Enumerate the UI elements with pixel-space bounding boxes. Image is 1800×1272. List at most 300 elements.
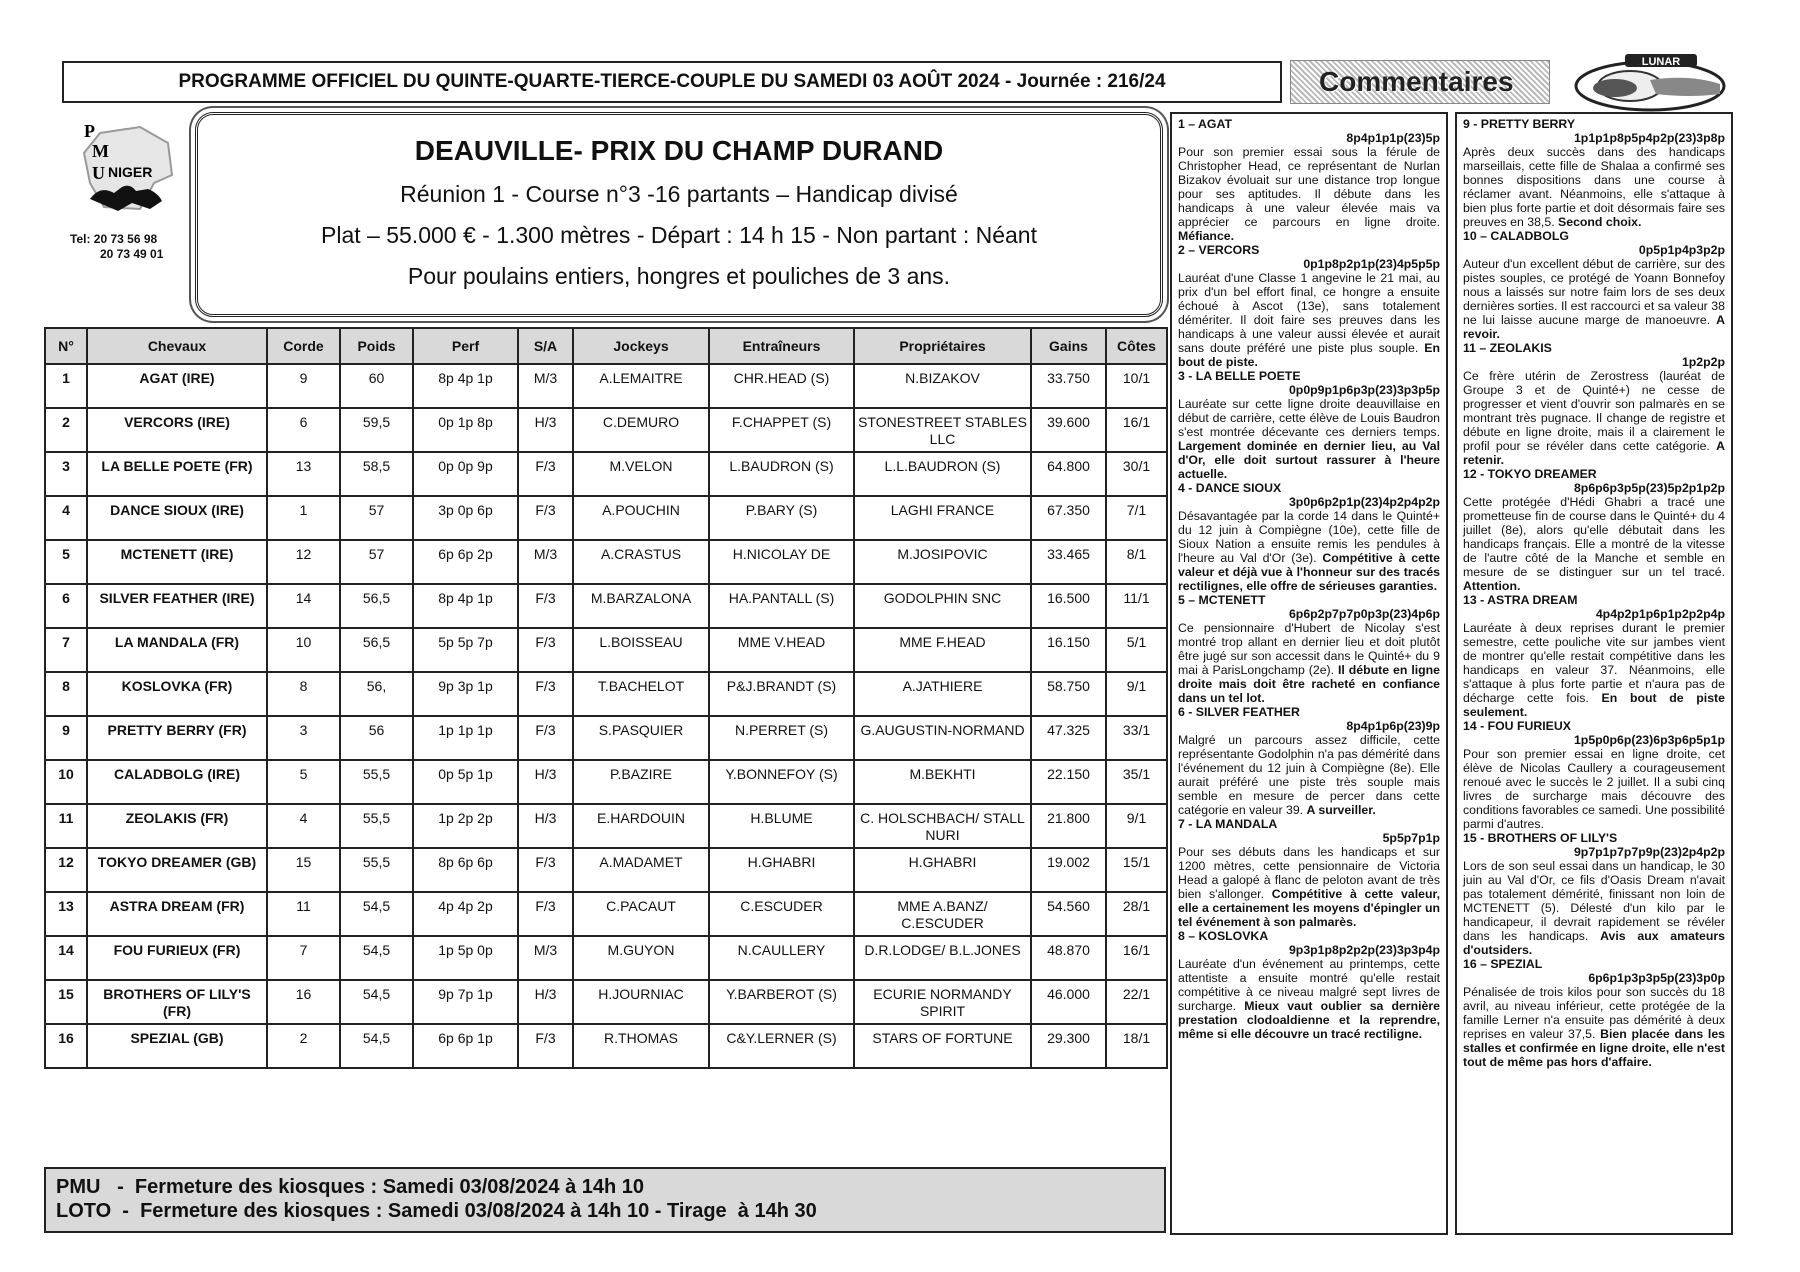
comment-form-string: 1p2p2p: [1681, 355, 1725, 369]
jockey-cell: E.HARDOUIN: [573, 804, 709, 848]
draw-cell: 10: [267, 628, 340, 672]
trainer-cell: H.BLUME: [709, 804, 854, 848]
comment-verdict: Largement dominée en dernier lieu, au Val d'Or, elle doit surtout rassurer à l'heure actuelle.: [1178, 439, 1440, 481]
comment-body: Pour son premier essai en ligne droite, cet élève de Nicolas Caullery a courageusement renoué avec le succès le 2 juillet. Il a subi cinq livres de surcharge mais découvre des conditions favorables ce samedi. Une possibilité parmi d'autres.: [1463, 747, 1725, 831]
comment-body: Auteur d'un excellent début de carrière, sur des pistes souples, ce protégé de Yoann Bonnefoy nous a laissés sur notre faim lors de ses deux dernières sorties. Il est raccourci et sa valeur 38 ne lui laisse aucune marge de manoeuvre.: [1463, 257, 1725, 327]
odds-cell: 9/1: [1106, 672, 1167, 716]
earnings-cell: 33.750: [1031, 364, 1106, 408]
horse-name-cell: SPEZIAL (GB): [87, 1024, 267, 1068]
owner-cell: M.JOSIPOVIC: [854, 540, 1031, 584]
horse-name-cell: SILVER FEATHER (IRE): [87, 584, 267, 628]
runner-number-cell: 8: [45, 672, 87, 716]
pmu-letter-p: P: [84, 121, 95, 141]
runner-number-cell: 2: [45, 408, 87, 452]
odds-cell: 9/1: [1106, 804, 1167, 848]
column-header: Côtes: [1106, 328, 1167, 364]
comment-heading: 2 – VERCORS: [1178, 243, 1260, 257]
comment-heading: 12 - TOKYO DREAMER: [1463, 467, 1597, 481]
comment-verdict: En bout de piste.: [1178, 341, 1440, 369]
earnings-cell: 47.325: [1031, 716, 1106, 760]
form-cell: 4p 4p 2p: [413, 892, 518, 936]
odds-cell: 16/1: [1106, 936, 1167, 980]
sex-age-cell: F/3: [518, 1024, 573, 1068]
draw-cell: 1: [267, 496, 340, 540]
comment-verdict: Méfiance.: [1178, 229, 1235, 243]
comment-text: [1178, 145, 1440, 243]
draw-cell: 3: [267, 716, 340, 760]
earnings-cell: 16.500: [1031, 584, 1106, 628]
comment-body: Lauréate sur cette ligne droite deauvillaise en début de carrière, cette élève de Louis Baudron s'est montrée décevante ces derniers temps.: [1178, 397, 1440, 439]
trainer-cell: MME V.HEAD: [709, 628, 854, 672]
odds-cell: 33/1: [1106, 716, 1167, 760]
table-row: [45, 496, 1167, 540]
form-cell: 3p 0p 6p: [413, 496, 518, 540]
jockey-cell: M.VELON: [573, 452, 709, 496]
horse-name-cell: BROTHERS OF LILY'S (FR): [87, 980, 267, 1024]
jockey-cell: C.DEMURO: [573, 408, 709, 452]
sex-age-cell: F/3: [518, 672, 573, 716]
comment-text: [1178, 509, 1440, 593]
horse-name-cell: ZEOLAKIS (FR): [87, 804, 267, 848]
table-row: [45, 936, 1167, 980]
runner-number-cell: 3: [45, 452, 87, 496]
draw-cell: 6: [267, 408, 340, 452]
form-cell: 6p 6p 1p: [413, 1024, 518, 1068]
owner-cell: LAGHI FRANCE: [854, 496, 1031, 540]
form-cell: 1p 5p 0p: [413, 936, 518, 980]
jockey-cell: C.PACAUT: [573, 892, 709, 936]
runner-number-cell: 7: [45, 628, 87, 672]
sex-age-cell: F/3: [518, 892, 573, 936]
trainer-cell: HA.PANTALL (S): [709, 584, 854, 628]
owner-cell: ECURIE NORMANDY SPIRIT: [854, 980, 1031, 1024]
horse-name-cell: PRETTY BERRY (FR): [87, 716, 267, 760]
sex-age-cell: F/3: [518, 584, 573, 628]
draw-cell: 8: [267, 672, 340, 716]
comment-body: Pour ses débuts dans les handicaps et sur 1200 mètres, cette pensionnaire de Victoria Head a galopé à flanc de peloton avant de très bien s'allonger.: [1178, 845, 1440, 901]
owner-cell: C. HOLSCHBACH/ STALL NURI: [854, 804, 1031, 848]
trainer-cell: N.PERRET (S): [709, 716, 854, 760]
draw-cell: 12: [267, 540, 340, 584]
horse-name-cell: VERCORS (IRE): [87, 408, 267, 452]
jockey-cell: H.JOURNIAC: [573, 980, 709, 1024]
runner-number-cell: 11: [45, 804, 87, 848]
draw-cell: 5: [267, 760, 340, 804]
comment-body: Lauréate d'un événement au printemps, cette attentiste a ensuite montré qu'elle restait compétitive à ce niveau malgré sept livres de surcharge.: [1178, 957, 1440, 1013]
table-row: [45, 584, 1167, 628]
comment-heading: 14 - FOU FURIEUX: [1463, 719, 1571, 733]
loto-closing-line: LOTO - Fermeture des kiosques : Samedi 03/08/2024 à 14h 10 - Tirage à 14h 30: [56, 1200, 817, 1222]
weight-cell: 55,5: [340, 848, 413, 892]
table-row: [45, 760, 1167, 804]
race-conditions-line: Pour poulains entiers, hongres et pouliches de 3 ans.: [407, 263, 951, 289]
draw-cell: 7: [267, 936, 340, 980]
comment-form-string: 3p0p6p2p1p(23)4p2p4p2p: [1288, 495, 1440, 509]
comment-text: [1463, 369, 1725, 467]
comment-text: [1463, 621, 1725, 719]
draw-cell: 16: [267, 980, 340, 1024]
earnings-cell: 19.002: [1031, 848, 1106, 892]
owner-cell: STONESTREET STABLES LLC: [854, 408, 1031, 452]
runner-number-cell: 10: [45, 760, 87, 804]
sex-age-cell: M/3: [518, 364, 573, 408]
sex-age-cell: H/3: [518, 408, 573, 452]
comment-form-string: 8p4p1p1p(23)5p: [1346, 131, 1440, 145]
form-cell: 9p 7p 1p: [413, 980, 518, 1024]
sex-age-cell: H/3: [518, 760, 573, 804]
form-cell: 0p 0p 9p: [413, 452, 518, 496]
horse-name-cell: AGAT (IRE): [87, 364, 267, 408]
runners-table: [44, 327, 1168, 1069]
draw-cell: 15: [267, 848, 340, 892]
commentary-column-1: [1170, 112, 1448, 1235]
sex-age-cell: F/3: [518, 848, 573, 892]
runner-number-cell: 1: [45, 364, 87, 408]
comment-heading: 3 - LA BELLE POETE: [1178, 369, 1301, 383]
comment-verdict: A retenir.: [1463, 439, 1725, 467]
column-header: Jockeys: [573, 328, 709, 364]
table-row: [45, 980, 1167, 1024]
comment-verdict: Second choix.: [1558, 215, 1642, 229]
owner-cell: L.L.BAUDRON (S): [854, 452, 1031, 496]
trainer-cell: H.NICOLAY DE: [709, 540, 854, 584]
comment-body: Ce pensionnaire d'Hubert de Nicolay s'est montré trop allant en dernier lieu et doit plutôt être jugé sur son accessit dans le Quinté+ du 9 mai à ParisLongchamp (2e).: [1178, 621, 1440, 677]
earnings-cell: 29.300: [1031, 1024, 1106, 1068]
jockey-cell: A.CRASTUS: [573, 540, 709, 584]
jockey-cell: M.GUYON: [573, 936, 709, 980]
trainer-cell: CHR.HEAD (S): [709, 364, 854, 408]
trainer-cell: Y.BONNEFOY (S): [709, 760, 854, 804]
runner-number-cell: 12: [45, 848, 87, 892]
table-row: [45, 1024, 1167, 1068]
weight-cell: 57: [340, 496, 413, 540]
comment-text: [1178, 733, 1440, 817]
comment-text: [1463, 495, 1725, 593]
earnings-cell: 48.870: [1031, 936, 1106, 980]
odds-cell: 16/1: [1106, 408, 1167, 452]
comment-form-string: 0p0p9p1p6p3p(23)3p3p5p: [1288, 383, 1440, 397]
comment-form-string: 1p1p1p8p5p4p2p(23)3p8p: [1573, 131, 1725, 145]
comment-verdict: Attention.: [1463, 579, 1521, 593]
odds-cell: 10/1: [1106, 364, 1167, 408]
weight-cell: 56: [340, 716, 413, 760]
runner-number-cell: 9: [45, 716, 87, 760]
comment-body: Lauréat d'une Classe 1 angevine le 21 mai, au prix d'un bel effort final, ce hongre a ensuite échoué à Ascot (13e), sans totalement démériter. Il doit faire ses preuves dans les handicaps à une valeur aussi élevée et aurait sans doute préféré une piste plus souple.: [1178, 271, 1440, 355]
comment-heading: 9 - PRETTY BERRY: [1463, 117, 1576, 131]
comment-form-string: 8p6p6p3p5p(23)5p2p1p2p: [1573, 481, 1725, 495]
weight-cell: 54,5: [340, 892, 413, 936]
odds-cell: 5/1: [1106, 628, 1167, 672]
owner-cell: M.BEKHTI: [854, 760, 1031, 804]
phone-line-1: Tel: 20 73 56 98: [70, 232, 158, 246]
comment-text: [1178, 271, 1440, 369]
comment-form-string: 0p1p8p2p1p(23)4p5p5p: [1303, 257, 1440, 271]
owner-cell: GODOLPHIN SNC: [854, 584, 1031, 628]
draw-cell: 2: [267, 1024, 340, 1068]
jockey-cell: A.LEMAITRE: [573, 364, 709, 408]
weight-cell: 54,5: [340, 1024, 413, 1068]
owner-cell: MME A.BANZ/ C.ESCUDER: [854, 892, 1031, 936]
runner-number-cell: 14: [45, 936, 87, 980]
runner-number-cell: 13: [45, 892, 87, 936]
runner-number-cell: 15: [45, 980, 87, 1024]
lunar-logo-text: LUNAR: [1641, 56, 1681, 68]
earnings-cell: 21.800: [1031, 804, 1106, 848]
phone-line-2: 20 73 49 01: [100, 247, 164, 261]
odds-cell: 11/1: [1106, 584, 1167, 628]
owner-cell: H.GHABRI: [854, 848, 1031, 892]
comment-verdict: A surveiller.: [1306, 803, 1376, 817]
weight-cell: 56,5: [340, 584, 413, 628]
jockey-cell: L.BOISSEAU: [573, 628, 709, 672]
pmu-niger-logo: [70, 113, 180, 261]
odds-cell: 15/1: [1106, 848, 1167, 892]
horse-name-cell: LA MANDALA (FR): [87, 628, 267, 672]
horse-name-cell: FOU FURIEUX (FR): [87, 936, 267, 980]
weight-cell: 54,5: [340, 980, 413, 1024]
horse-name-cell: MCTENETT (IRE): [87, 540, 267, 584]
form-cell: 9p 3p 1p: [413, 672, 518, 716]
odds-cell: 18/1: [1106, 1024, 1167, 1068]
comment-form-string: 6p6p1p3p3p5p(23)3p0p: [1588, 971, 1725, 985]
runner-number-cell: 16: [45, 1024, 87, 1068]
commentaires-banner: [1290, 60, 1550, 104]
sex-age-cell: F/3: [518, 628, 573, 672]
comment-verdict: Bien placée dans les stalles et confirmée en ligne droite, elle n'est tout de même pas hors d'affaire.: [1463, 1027, 1725, 1069]
comment-verdict: Compétitive à cette valeur, elle a certainement les moyens d'épingler un tel événement à son palmarès.: [1178, 887, 1441, 929]
jockey-cell: A.POUCHIN: [573, 496, 709, 540]
comment-heading: 4 - DANCE SIOUX: [1178, 481, 1282, 495]
earnings-cell: 54.560: [1031, 892, 1106, 936]
sex-age-cell: M/3: [518, 540, 573, 584]
earnings-cell: 33.465: [1031, 540, 1106, 584]
draw-cell: 4: [267, 804, 340, 848]
table-row: [45, 892, 1167, 936]
runner-number-cell: 6: [45, 584, 87, 628]
commentaires-label: Commentaires: [1319, 66, 1514, 97]
weight-cell: 59,5: [340, 408, 413, 452]
pmu-closing-line: PMU - Fermeture des kiosques : Samedi 03/08/2024 à 14h 10: [56, 1176, 645, 1198]
form-cell: 0p 1p 8p: [413, 408, 518, 452]
pmu-letter-u: U: [92, 163, 105, 183]
earnings-cell: 22.150: [1031, 760, 1106, 804]
race-title: DEAUVILLE- PRIX DU CHAMP DURAND: [414, 135, 944, 166]
trainer-cell: L.BAUDRON (S): [709, 452, 854, 496]
comment-text: [1178, 845, 1440, 929]
owner-cell: N.BIZAKOV: [854, 364, 1031, 408]
odds-cell: 30/1: [1106, 452, 1167, 496]
jockey-cell: A.MADAMET: [573, 848, 709, 892]
earnings-cell: 64.800: [1031, 452, 1106, 496]
comment-body: Lors de son seul essai dans un handicap, le 30 juin au Val d'Or, ce fils d'Oasis Dream n'avait pas totalement démérité, finissant non loin de MCTENETT (5). Délesté d'un kilo par le handicapeur, il devrait rapidement se révéler dans les handicaps.: [1463, 859, 1725, 943]
column-header: N°: [45, 328, 87, 364]
table-row: [45, 540, 1167, 584]
column-header: Chevaux: [87, 328, 267, 364]
jockey-cell: P.BAZIRE: [573, 760, 709, 804]
form-cell: 1p 1p 1p: [413, 716, 518, 760]
table-row: [45, 804, 1167, 848]
odds-cell: 7/1: [1106, 496, 1167, 540]
jockey-cell: R.THOMAS: [573, 1024, 709, 1068]
earnings-cell: 39.600: [1031, 408, 1106, 452]
table-row: [45, 628, 1167, 672]
jockey-cell: S.PASQUIER: [573, 716, 709, 760]
weight-cell: 57: [340, 540, 413, 584]
comment-text: [1463, 145, 1725, 229]
comment-verdict: A revoir.: [1463, 313, 1725, 341]
owner-cell: MME F.HEAD: [854, 628, 1031, 672]
race-prize-line: Plat – 55.000 € - 1.300 mètres - Départ : 14 h 15 - Non partant : Néant: [321, 222, 1037, 248]
form-cell: 8p 4p 1p: [413, 364, 518, 408]
table-row: [45, 716, 1167, 760]
comment-verdict: Avis aux amateurs d'outsiders.: [1463, 929, 1725, 957]
trainer-cell: C&Y.LERNER (S): [709, 1024, 854, 1068]
draw-cell: 11: [267, 892, 340, 936]
form-cell: 0p 5p 1p: [413, 760, 518, 804]
comment-text: [1463, 985, 1725, 1069]
jockey-cell: T.BACHELOT: [573, 672, 709, 716]
comment-form-string: 1p5p0p6p(23)6p3p6p5p1p: [1573, 733, 1725, 747]
owner-cell: STARS OF FORTUNE: [854, 1024, 1031, 1068]
comment-heading: 10 – CALADBOLG: [1463, 229, 1569, 243]
table-row: [45, 408, 1167, 452]
draw-cell: 9: [267, 364, 340, 408]
comment-form-string: 9p3p1p8p2p2p(23)3p3p4p: [1288, 943, 1440, 957]
pmu-niger-emblem: [70, 113, 180, 223]
form-cell: 1p 2p 2p: [413, 804, 518, 848]
column-header: Entraîneurs: [709, 328, 854, 364]
program-title: PROGRAMME OFFICIEL DU QUINTE-QUARTE-TIERCE-COUPLE DU SAMEDI 03 AOÛT 2024 - Journée : 216/24: [178, 71, 1166, 92]
kiosk-closing-footer: [44, 1167, 1166, 1233]
comment-verdict: Il débute en ligne droite mais doit être racheté en confiance dans un tel lot.: [1178, 663, 1441, 705]
comment-heading: 11 – ZEOLAKIS: [1463, 341, 1552, 355]
comment-text: [1463, 257, 1725, 341]
weight-cell: 56,: [340, 672, 413, 716]
sex-age-cell: H/3: [518, 804, 573, 848]
comment-body: Pour son premier essai sous la férule de Christopher Head, ce représentant de Nurlan Bizakov évoluait sur une distance trop longue pour ses aptitudes. Il débute dans les handicaps à une valeur élevée mais va apprécier ce parcours en ligne droite.: [1178, 145, 1440, 229]
form-cell: 8p 4p 1p: [413, 584, 518, 628]
program-title-bar: [62, 61, 1282, 103]
form-cell: 5p 5p 7p: [413, 628, 518, 672]
comment-body: Pénalisée de trois kilos pour son succès du 18 avril, au niveau inférieur, cette protégée de la famille Lerner n'a ensuite pas démérité à deux reprises en valeur 37,5.: [1463, 985, 1725, 1041]
comment-form-string: 6p6p2p7p7p0p3p(23)4p6p: [1288, 607, 1440, 621]
sex-age-cell: M/3: [518, 936, 573, 980]
weight-cell: 56,5: [340, 628, 413, 672]
horse-name-cell: KOSLOVKA (FR): [87, 672, 267, 716]
horse-name-cell: TOKYO DREAMER (GB): [87, 848, 267, 892]
comment-text: [1178, 957, 1440, 1041]
comment-heading: 13 - ASTRA DREAM: [1463, 593, 1578, 607]
column-header: Poids: [340, 328, 413, 364]
runner-number-cell: 4: [45, 496, 87, 540]
comment-form-string: 5p5p7p1p: [1382, 831, 1440, 845]
sex-age-cell: F/3: [518, 496, 573, 540]
odds-cell: 28/1: [1106, 892, 1167, 936]
column-header: Corde: [267, 328, 340, 364]
table-header-row: [45, 328, 1167, 364]
draw-cell: 13: [267, 452, 340, 496]
comment-text: [1178, 621, 1440, 705]
earnings-cell: 58.750: [1031, 672, 1106, 716]
column-header: Perf: [413, 328, 518, 364]
trainer-cell: H.GHABRI: [709, 848, 854, 892]
horse-name-cell: CALADBOLG (IRE): [87, 760, 267, 804]
weight-cell: 55,5: [340, 804, 413, 848]
comment-form-string: 0p5p1p4p3p2p: [1638, 243, 1725, 257]
owner-cell: A.JATHIERE: [854, 672, 1031, 716]
comment-heading: 8 – KOSLOVKA: [1178, 929, 1269, 943]
table-row: [45, 364, 1167, 408]
column-header: Gains: [1031, 328, 1106, 364]
comment-heading: 1 – AGAT: [1178, 117, 1232, 131]
comment-text: [1463, 859, 1725, 957]
comment-heading: 5 – MCTENETT: [1178, 593, 1266, 607]
weight-cell: 58,5: [340, 452, 413, 496]
odds-cell: 35/1: [1106, 760, 1167, 804]
comment-heading: 7 - LA MANDALA: [1178, 817, 1278, 831]
comment-text: [1178, 397, 1440, 481]
column-header: Propriétaires: [854, 328, 1031, 364]
comment-text: [1463, 747, 1725, 831]
trainer-cell: P&J.BRANDT (S): [709, 672, 854, 716]
comment-verdict: Mieux vaut oublier sa dernière prestation clodoaldienne et la reprendre, même si elle découvre un tracé rectiligne.: [1178, 999, 1441, 1041]
weight-cell: 55,5: [340, 760, 413, 804]
odds-cell: 22/1: [1106, 980, 1167, 1024]
comment-form-string: 9p7p1p7p7p9p(23)2p4p2p: [1573, 845, 1725, 859]
earnings-cell: 46.000: [1031, 980, 1106, 1024]
form-cell: 6p 6p 2p: [413, 540, 518, 584]
sex-age-cell: F/3: [518, 716, 573, 760]
owner-cell: D.R.LODGE/ B.L.JONES: [854, 936, 1031, 980]
trainer-cell: Y.BARBEROT (S): [709, 980, 854, 1024]
runner-number-cell: 5: [45, 540, 87, 584]
race-info-box: [195, 112, 1163, 317]
odds-cell: 8/1: [1106, 540, 1167, 584]
comment-body: Malgré un parcours assez difficile, cette représentante Godolphin n'a pas démérité dans l'événement du 12 juin à Compiègne (8e). Elle aurait préféré une piste très souple mais semble en mesure de percer dans cette catégorie en valeur 39.: [1178, 733, 1440, 817]
pmu-niger-text: NIGER: [108, 164, 153, 180]
comment-form-string: 8p4p1p6p(23)9p: [1346, 719, 1440, 733]
horse-name-cell: DANCE SIOUX (IRE): [87, 496, 267, 540]
comment-form-string: 4p4p2p1p6p1p2p2p4p: [1595, 607, 1725, 621]
trainer-cell: P.BARY (S): [709, 496, 854, 540]
trainer-cell: F.CHAPPET (S): [709, 408, 854, 452]
weight-cell: 60: [340, 364, 413, 408]
comment-body: Après deux succès dans des handicaps marseillais, cette fille de Shalaa a confirmé ses bonnes dispositions dans une course à réclamer avant. Néanmoins, elle s'attaque à bien plus forte partie et doit désormais faire ses preuves en 38,5.: [1463, 145, 1725, 229]
race-meeting-line: Réunion 1 - Course n°3 -16 partants – Handicap divisé: [400, 181, 958, 207]
commentary-column-2: [1455, 112, 1733, 1235]
earnings-cell: 16.150: [1031, 628, 1106, 672]
comment-body: Désavantagée par la corde 14 dans le Quinté+ du 12 juin à Compiègne (10e), cette fille de Sioux Nation a ensuite remis les pendules à l'heure au Val d'Or (3e).: [1178, 509, 1440, 565]
comment-verdict: Compétitive à cette valeur et déjà vue à l'honneur sur des tracés rectilignes, elle offre de sérieuses garanties.: [1178, 551, 1440, 593]
column-header: S/A: [518, 328, 573, 364]
comment-heading: 16 – SPEZIAL: [1463, 957, 1543, 971]
table-row: [45, 672, 1167, 716]
comment-heading: 15 - BROTHERS OF LILY'S: [1463, 831, 1618, 845]
trainer-cell: C.ESCUDER: [709, 892, 854, 936]
sex-age-cell: H/3: [518, 980, 573, 1024]
lunar-logo: [1570, 50, 1740, 114]
jockey-cell: M.BARZALONA: [573, 584, 709, 628]
horse-name-cell: LA BELLE POETE (FR): [87, 452, 267, 496]
earnings-cell: 67.350: [1031, 496, 1106, 540]
comment-heading: 6 - SILVER FEATHER: [1178, 705, 1300, 719]
table-row: [45, 848, 1167, 892]
draw-cell: 14: [267, 584, 340, 628]
comment-body: Cette protégée d'Hédi Ghabri a tracé une prometteuse fin de course dans le Quinté+ du 4 juillet (8e), alors qu'elle débutait dans les handicaps français. Elle a montré de la vitesse de l'autre côté de la Manche et semble en mesure de se distinguer sur un tel tracé.: [1463, 495, 1725, 579]
weight-cell: 54,5: [340, 936, 413, 980]
trainer-cell: N.CAULLERY: [709, 936, 854, 980]
owner-cell: G.AUGUSTIN-NORMAND: [854, 716, 1031, 760]
